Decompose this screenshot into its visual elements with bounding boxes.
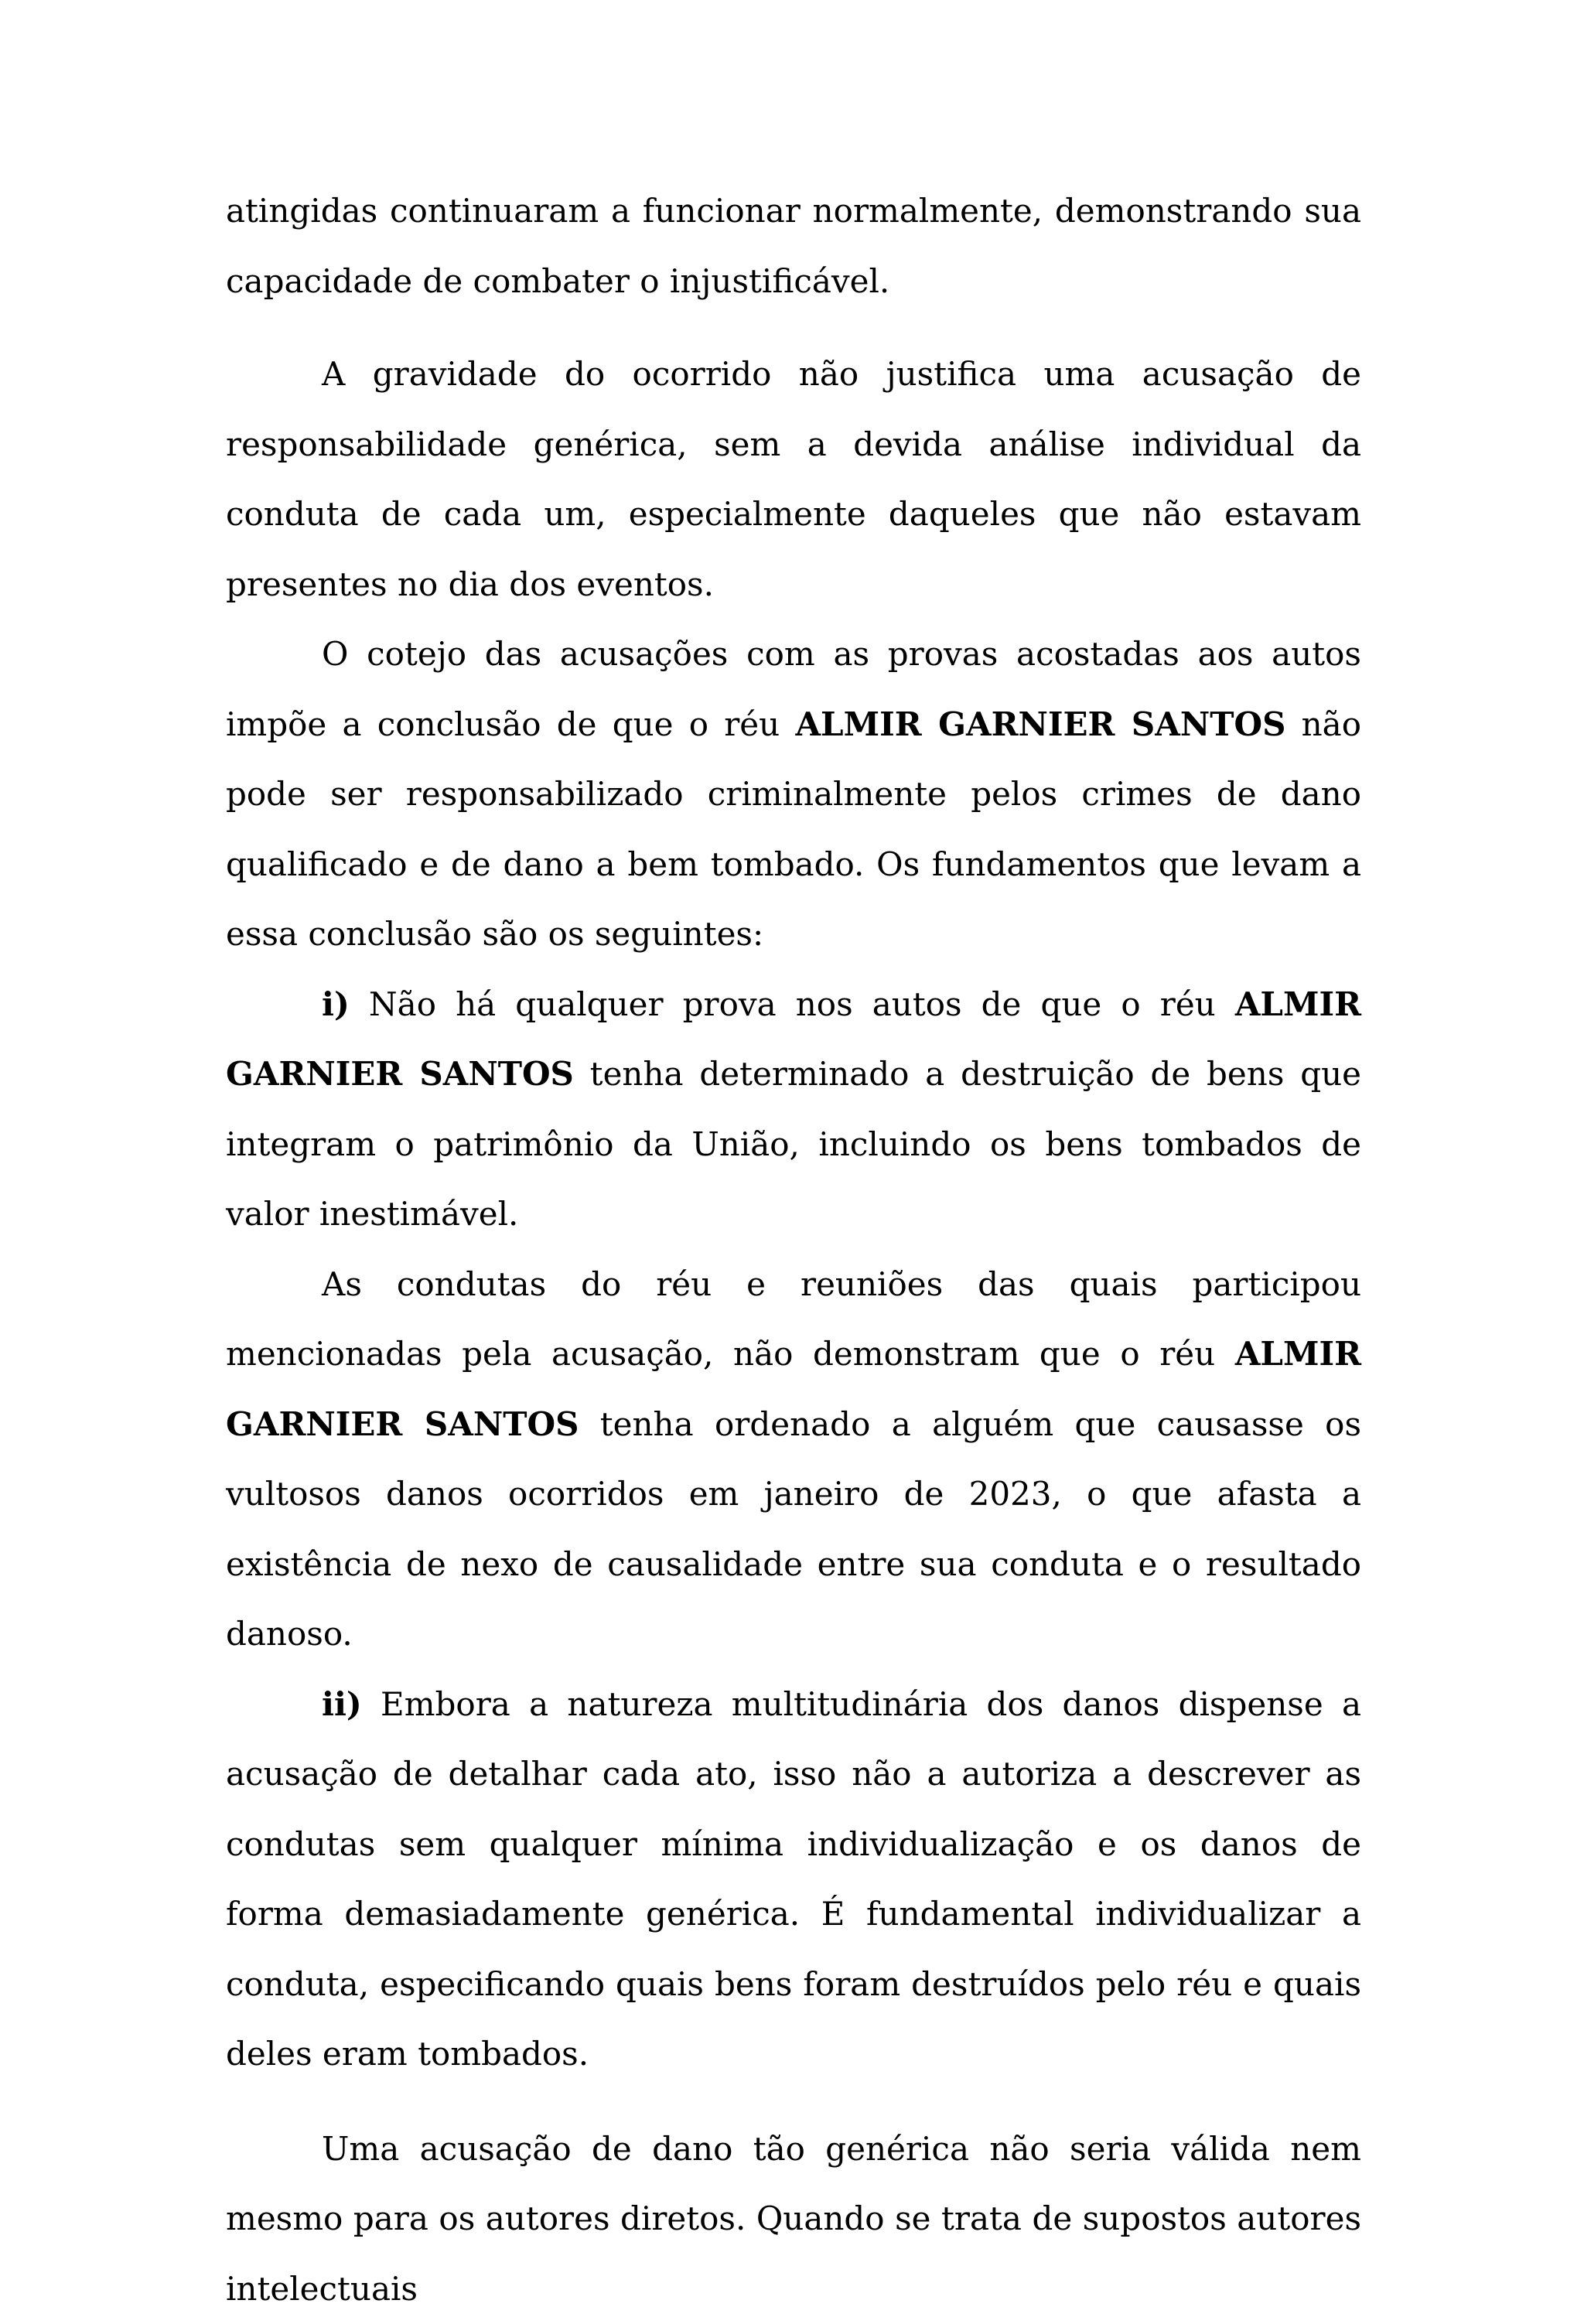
paragraph-6 [226,1670,1361,2090]
item-marker: i) [322,985,350,1023]
paragraph-7 [226,2114,1361,2324]
defendant-name: ALMIR GARNIER SANTOS [226,1335,1361,1443]
paragraph-4 [226,970,1361,1250]
paragraph-text: Uma acusação de dano tão genérica não seria válida nem mesmo para os autores diretos. Quando se trata de supostos autores intelectuais [226,2130,1361,2308]
paragraph-3 [226,619,1361,970]
paragraph-1 [226,176,1361,316]
paragraph-text: tenha ordenado a alguém que causasse os vultosos danos ocorridos em janeiro de 2023, o que afasta a existência de nexo de causalidade entre sua conduta e o resultado danoso. [226,1405,1361,1653]
paragraph-text: A gravidade do ocorrido não justifica uma acusação de responsabilidade genérica, sem a devida análise individual da conduta de cada um, especialmente daqueles que não estavam presentes no dia dos eventos. [226,355,1361,603]
paragraph-text: Não há qualquer prova nos autos de que o réu [350,985,1235,1023]
paragraph-text: tenha determinado a destruição de bens que integram o patrimônio da União, incluindo os bens tombados de valor inestimável. [226,1055,1361,1233]
paragraph-text: Embora a natureza multitudinária dos danos dispense a acusação de detalhar cada ato, isso não a autoriza a descrever as condutas sem qualquer mínima individualização e os danos de forma demasiadamente genérica. É fundamental individualizar a conduta, especificando quais bens foram destruídos pelo réu e quais deles eram tombados. [226,1685,1361,2073]
document-body [226,176,1361,2324]
paragraph-2 [226,340,1361,619]
defendant-name: ALMIR GARNIER SANTOS [226,985,1361,1094]
paragraph-text: não pode ser responsabilizado criminalmente pelos crimes de dano qualificado e de dano a bem tombado. Os fundamentos que levam a essa conclusão são os seguintes: [226,705,1361,954]
paragraph-text: O cotejo das acusações com as provas acostadas aos autos impõe a conclusão de que o réu [226,635,1361,743]
paragraph-text: As condutas do réu e reuniões das quais participou mencionadas pela acusação, não demonstram que o réu [226,1265,1361,1374]
defendant-name: ALMIR GARNIER SANTOS [795,705,1285,743]
paragraph-text: atingidas continuaram a funcionar normalmente, demonstrando sua capacidade de combater o injustificável. [226,192,1361,300]
paragraph-5 [226,1250,1361,1670]
item-marker: ii) [322,1685,362,1723]
